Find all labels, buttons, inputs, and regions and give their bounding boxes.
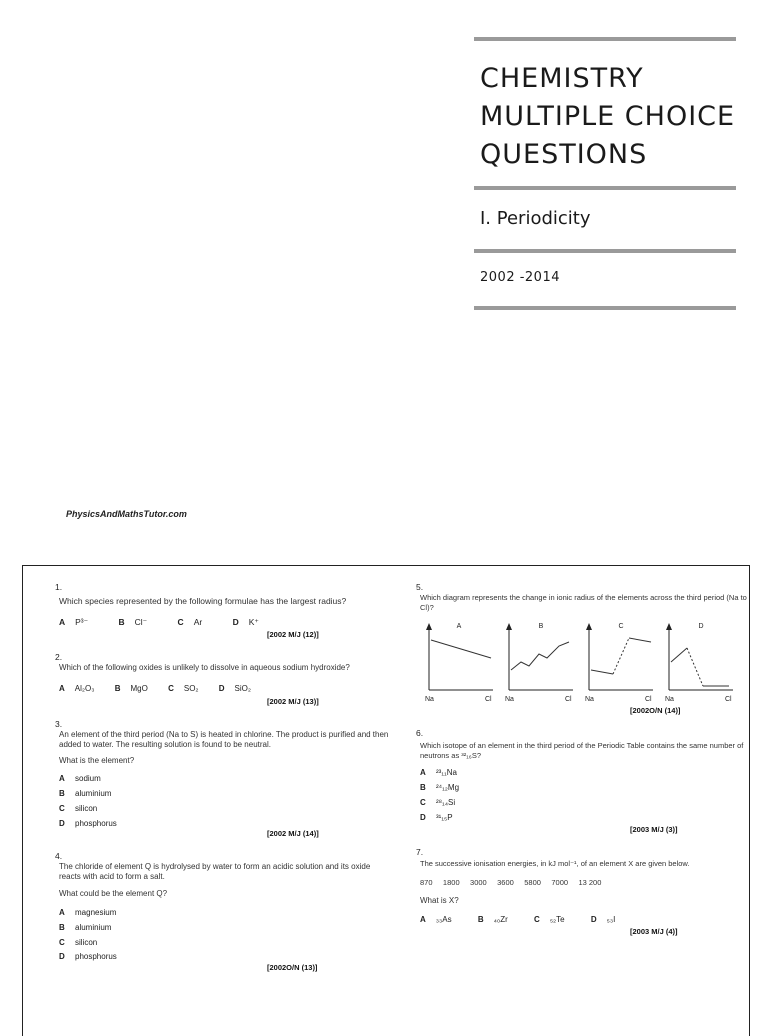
option-letter: C — [168, 684, 174, 693]
divider-rule — [474, 37, 736, 41]
question-number: 1. — [55, 582, 63, 592]
document-title — [480, 60, 750, 174]
option: A sodium — [59, 774, 101, 783]
question-reference: [2002O/N (14)] — [630, 706, 681, 715]
question-number: 3. — [55, 719, 63, 729]
option-row — [59, 617, 287, 628]
axis-start-label: Na — [665, 696, 674, 703]
question-text: Which species represented by the following formulae has the largest radius? — [59, 596, 347, 606]
option-value: Ar — [193, 617, 203, 627]
title-line: QUESTIONS — [480, 139, 648, 170]
graph-label: D — [698, 623, 704, 630]
option-value: SiO₂ — [234, 684, 251, 693]
question-text: The chloride of element Q is hydrolysed by water to form an acidic solution and its oxide reacts with acid to form a salt. — [59, 862, 371, 881]
question-text: Which diagram represents the change in ionic radius of the elements across the third period (Na to Cl)? — [420, 593, 747, 612]
question-prompt: What is X? — [420, 896, 459, 905]
option-letter: B — [477, 915, 484, 924]
question-number: 6. — [416, 728, 424, 738]
option-row — [420, 915, 643, 924]
option: D phosphorus — [59, 952, 117, 961]
option: B aluminium — [59, 789, 112, 798]
question-number: 7. — [416, 847, 424, 857]
option-letter: D — [232, 617, 239, 627]
graph-label: B — [538, 623, 544, 630]
axis-end-label: Cl — [485, 696, 492, 703]
option: A ²³₁₁Na — [420, 768, 457, 777]
graph-C — [586, 623, 653, 690]
graph-D — [666, 623, 733, 690]
question-reference: [2002 M/J (13)] — [267, 697, 319, 706]
option-value: P³⁻ — [75, 617, 89, 627]
option-value: ₅₃I — [606, 915, 616, 924]
option-letter: D — [218, 684, 225, 693]
question-text: Which of the following oxides is unlikely to dissolve in aqueous sodium hydroxide? — [59, 663, 350, 672]
option-row — [59, 684, 279, 693]
title-line: MULTIPLE CHOICE — [480, 101, 736, 132]
title-line: CHEMISTRY — [480, 63, 644, 94]
option: A magnesium — [59, 908, 117, 917]
option-value: Cl⁻ — [134, 617, 148, 627]
axis-start-label: Na — [425, 696, 434, 703]
option-value: K⁺ — [248, 617, 259, 627]
option-value: Al₂O₃ — [74, 684, 95, 693]
question-reference: [2003 M/J (4)] — [630, 927, 678, 936]
question-number: 5. — [416, 582, 424, 592]
option: B ²⁴₁₂Mg — [420, 783, 460, 792]
graph-label: A — [456, 623, 462, 630]
option-value: SO₂ — [183, 684, 199, 693]
divider-rule — [474, 306, 736, 310]
option-value: ₅₂Te — [549, 915, 565, 924]
option: C silicon — [59, 938, 98, 947]
question-prompt: What could be the element Q? — [59, 889, 168, 898]
axis-end-label: Cl — [565, 696, 572, 703]
option-letter: A — [59, 617, 66, 627]
option-letter: A — [420, 915, 426, 924]
year-range: 2002 -2014 — [480, 270, 560, 285]
question-page — [22, 565, 750, 1036]
question-reference: [2002O/N (13)] — [267, 963, 318, 972]
trend-line — [511, 642, 569, 670]
divider-rule — [474, 186, 736, 190]
option: B aluminium — [59, 923, 112, 932]
divider-rule — [474, 249, 736, 253]
question-text: The successive ionisation energies, in kJ mol⁻¹, of an element X are given below. — [420, 859, 690, 868]
graph-B — [506, 623, 573, 690]
option: D phosphorus — [59, 819, 117, 828]
question-reference: [2002 M/J (12)] — [267, 630, 319, 639]
trend-line — [431, 640, 491, 658]
question-reference: [2003 M/J (3)] — [630, 825, 678, 834]
option-letter: C — [534, 915, 540, 924]
axis-end-label: Cl — [725, 696, 732, 703]
option-letter: B — [114, 684, 121, 693]
ionic-radius-graphs — [423, 618, 749, 704]
option-letter: B — [118, 617, 125, 627]
graph-label: C — [618, 623, 624, 630]
document-subtitle: I. Periodicity — [480, 208, 591, 229]
axis-start-label: Na — [505, 696, 514, 703]
ionisation-energies: 870 1800 3000 3600 5800 7000 13 200 — [420, 878, 602, 887]
axis-end-label: Cl — [645, 696, 652, 703]
question-text: An element of the third period (Na to S) is heated in chlorine. The product is purified and then added to water. The resulting solution is found to be neutral. — [59, 730, 389, 749]
site-credit: PhysicsAndMathsTutor.com — [66, 509, 187, 519]
question-prompt: What is the element? — [59, 756, 135, 765]
option: C ²⁸₁₄Si — [420, 798, 456, 807]
option: D ³¹₁₅P — [420, 813, 453, 822]
option-letter: D — [590, 915, 597, 924]
option-value: ₃₃As — [435, 915, 452, 924]
graph-A — [426, 623, 493, 690]
option-letter: C — [177, 617, 184, 627]
option-value: MgO — [130, 684, 148, 693]
question-reference: [2002 M/J (14)] — [267, 829, 319, 838]
question-text: Which isotope of an element in the third period of the Periodic Table contains the same number of neutrons as ³²₁₆S? — [420, 741, 744, 760]
axis-start-label: Na — [585, 696, 594, 703]
question-number: 4. — [55, 851, 63, 861]
option-letter: A — [59, 684, 65, 693]
option-value: ₄₀Zr — [493, 915, 508, 924]
question-number: 2. — [55, 652, 63, 662]
option: C silicon — [59, 804, 98, 813]
